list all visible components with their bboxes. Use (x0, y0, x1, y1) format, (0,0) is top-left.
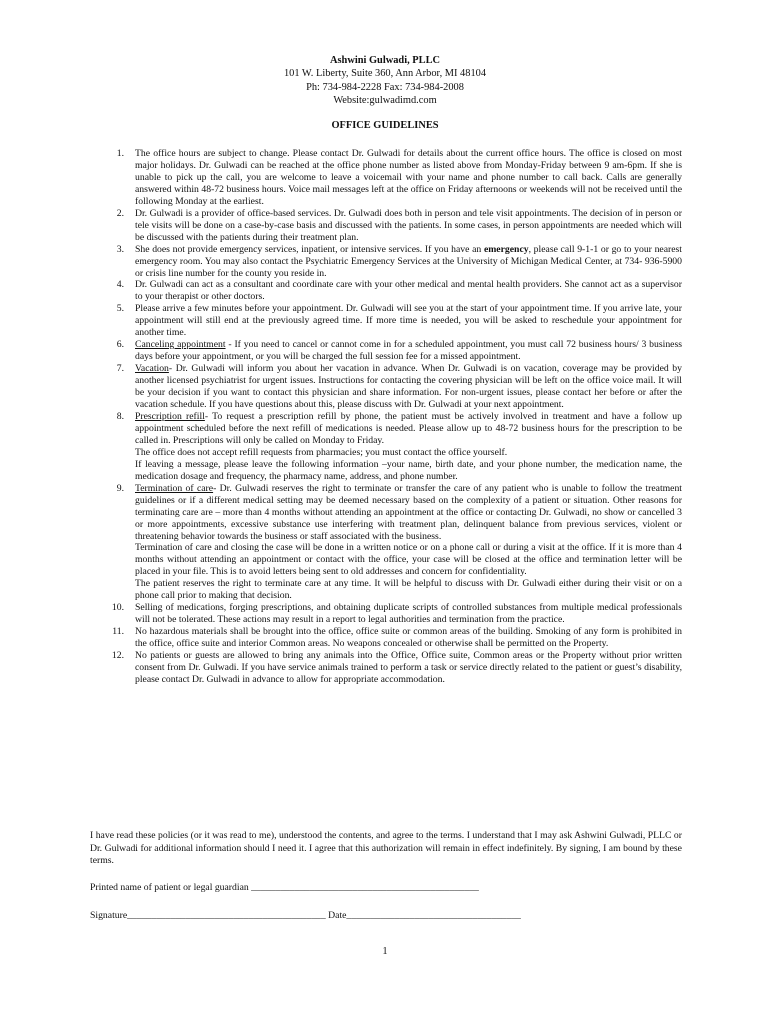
item-number: 9. (116, 482, 124, 494)
guideline-item (90, 208, 682, 244)
document-title: OFFICE GUIDELINES (331, 120, 439, 131)
item-text: Dr. Gulwadi is a provider of office-based services. Dr. Gulwadi does both in person and tele visit appointments. The decision of in person or tele visits will be done on a case-by-case basis and discussed with the patients. In some cases, in person appointments are needed which will be discussed with the patients during their treatment plan. (135, 207, 682, 243)
item-text: - Dr. Gulwadi reserves the right to terminate or transfer the care of any patient who is unable to follow the treatment guidelines or if a different medical setting may be deemed necessary based on the complexity of a patient or situation. Other reasons for terminating care are – more than 4 months without attending an appointment at the office or contacting Dr. Gulwadi, no show or cancelled 3 or more appointments, excessive substance use interfering with treatment plan, delinquent balance from previous services, violent or threatening behavior towards the business or staff associated with the business. (135, 482, 683, 542)
guideline-item (90, 363, 682, 411)
item-number: 5. (116, 303, 124, 315)
item-number: 12. (111, 650, 124, 662)
letterhead (0, 54, 770, 108)
item-number: 11. (112, 626, 124, 638)
item-text: Dr. Gulwadi can act as a consultant and coordinate care with your other medical and mental health providers. She cannot act as a supervisor to your therapist or other doctors. (135, 279, 682, 303)
item-number: 3. (116, 243, 124, 255)
item-paragraph: The patient reserves the right to terminate care at any time. It will be helpful to discuss with Dr. Gulwadi either during their visit or on a phone call prior to making that decision. (135, 578, 682, 602)
item-text: Please arrive a few minutes before your appointment. Dr. Gulwadi will see you at the start of your appointment time. If you arrive late, your appointment will still end at the previously agreed time. If more time is needed, you will be asked to reschedule your appointment for another time. (135, 303, 682, 339)
item-text: The office hours are subject to change. Please contact Dr. Gulwadi for details about the current office hours. The office is closed on most major holidays. Dr. Gulwadi can be reached at the office phone number as listed above from Monday-Friday between 9 am-6pm. If she is unable to pick up the call, you are welcome to leave a voicemail with your name and phone number to call back. Calls are generally answered within 48-72 business hours. Voice mail messages left at the office on Friday afternoons or weekends will not be received until the following Monday at the earliest. (135, 148, 682, 207)
item-text: No patients or guests are allowed to bring any animals into the Office, Office suite, Common areas or the Property without prior written consent from Dr. Gulwadi. If you have service animals trained to perform a task or service directly related to the patient or guest’s disability, please contact Dr. Gulwadi in advance to allow for appropriate accommodation. (135, 650, 682, 685)
emergency-emphasis: emergency (483, 243, 529, 255)
firm-phone-fax: Ph: 734-984-2228 Fax: 734-984-2008 (306, 81, 464, 93)
guideline-item (90, 411, 682, 483)
firm-website: Website:gulwadimd.com (333, 95, 437, 107)
item-heading: Prescription refill (135, 410, 205, 422)
guideline-item (90, 339, 682, 363)
item-heading: Vacation (135, 363, 169, 375)
item-number: 4. (116, 279, 124, 291)
acknowledgement-paragraph: I have read these policies (or it was read to me), understood the contents, and agree to the terms. I understand that I may ask Ashwini Gulwadi, PLLC or Dr. Gulwadi for additional information should I need it. I agree that this authorization will remain in effect indefinitely. By signing, I am bound by these terms. (90, 830, 682, 866)
item-text: - To request a prescription refill by phone, the patient must be actively involved in treatment and have a follow up appointment scheduled before the next refill of medications is needed. Please allow up to 48-72 business hours for the prescription to be called in. Prescriptions will only be called on Monday to Friday. (135, 410, 682, 446)
guideline-item (90, 650, 682, 686)
item-heading: Canceling appointment (135, 339, 226, 351)
guideline-item (90, 279, 682, 303)
guideline-item (90, 626, 682, 650)
item-number: 10. (111, 602, 124, 614)
item-text: She does not provide emergency services, inpatient, or intensive services. If you have an (135, 243, 484, 255)
signature-date-field[interactable]: Signature_________________________________________ Date____________________________________ (90, 910, 521, 921)
item-number: 7. (116, 363, 124, 375)
item-text-cont: , please call 9-1-1 or go to your nearest emergency room. You may also contact the Psychiatric Emergency Services at the University of Michigan Medical Center, at 734- 936-5900 or crisis line number for the county you reside in. (135, 243, 682, 279)
item-paragraph: Termination of care and closing the case will be done in a written notice or on a phone call or during a visit at the office. If it is more than 4 months without attending an appointment or contact with the office, your case will be closed at the office and termination letter will be placed in your file. This is to avoid letters being sent to old addresses and concern for confidentiality. (135, 542, 682, 578)
guideline-item (90, 244, 682, 280)
guideline-item (90, 303, 682, 339)
guideline-item (90, 483, 682, 603)
item-paragraph: The office does not accept refill requests from pharmacies; you must contact the office yourself. (135, 446, 508, 458)
guideline-item (90, 148, 682, 208)
item-text: Selling of medications, forging prescriptions, and obtaining duplicate scripts of controlled substances from multiple medical professionals will not be tolerated. These actions may result in a report to legal authorities and termination from the practice. (135, 602, 682, 626)
item-text: - If you need to cancel or cannot come in for a scheduled appointment, you must call 72 business hours/ 3 business days before your appointment, or you will be charged the full session fee for a missed appointment. (135, 339, 683, 363)
printed-name-field[interactable]: Printed name of patient or legal guardian _______________________________________________ (90, 882, 479, 893)
firm-address: 101 W. Liberty, Suite 360, Ann Arbor, MI 48104 (283, 68, 487, 80)
item-heading: Termination of care (135, 482, 214, 494)
firm-name: Ashwini Gulwadi, PLLC (330, 55, 440, 66)
guidelines-list (90, 148, 682, 686)
item-text: - Dr. Gulwadi will inform you about her vacation in advance. When Dr. Gulwadi is on vacation, coverage may be provided by another licensed psychiatrist for urgent issues. Instructions for contacting the covering physician will be left on the office voice mail. It will be your decision if you want to contact this physician and share information. For non-urgent issues, please contact her before or after the vacation schedule. If you have questions about this, please discuss with Dr. Gulwadi at your next appointment. (135, 363, 682, 411)
item-number: 2. (116, 207, 124, 219)
guideline-item (90, 602, 682, 626)
item-number: 1. (116, 148, 124, 159)
item-number: 8. (116, 410, 124, 422)
item-paragraph: If leaving a message, please leave the following information –your name, birth date, and your phone number, the medication name, the medication dosage and frequency, the pharmacy name, address, and phone number. (135, 458, 682, 482)
item-number: 6. (116, 339, 124, 351)
item-text: No hazardous materials shall be brought into the office, office suite or common areas of the building. Smoking of any form is prohibited in the office, office suite and interior Common areas. No weapons concealed or otherwise shall be permitted on the Property. (135, 626, 682, 650)
page-number: 1 (382, 946, 388, 957)
